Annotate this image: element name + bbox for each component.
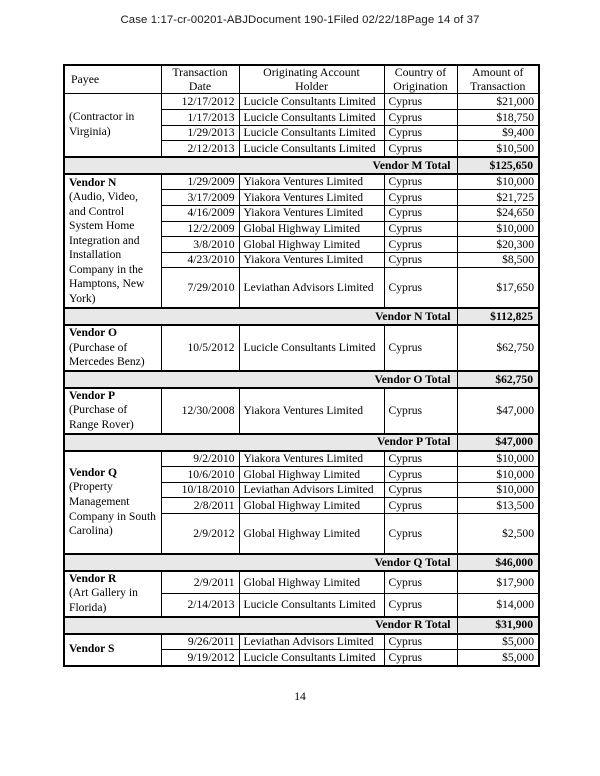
table-row: [64, 388, 539, 434]
amount-of-transaction-cell: $5,000: [457, 634, 539, 650]
vendor-total-amount: $46,000: [457, 554, 539, 571]
table-header: [64, 65, 539, 94]
country-of-origination-cell: Cyprus: [384, 109, 457, 125]
payee-cell: [64, 94, 161, 157]
originating-account-holder-cell: Global Highway Limited: [239, 467, 384, 483]
vendor-total-amount: $31,900: [457, 617, 539, 634]
originating-account-holder-cell: Yiakora Ventures Limited: [239, 205, 384, 221]
table-row: [64, 634, 539, 650]
court-filing-header: [0, 14, 600, 26]
amount-of-transaction-cell: $2,500: [457, 513, 539, 554]
payee-vendor-description: (Purchase of Mercedes Benz): [69, 340, 145, 369]
amount-of-transaction-cell: $13,500: [457, 498, 539, 514]
originating-account-holder-cell: Yiakora Ventures Limited: [239, 252, 384, 268]
transaction-date-cell: 2/9/2012: [161, 513, 239, 554]
country-of-origination-cell: Cyprus: [384, 467, 457, 483]
transaction-date-cell: 10/18/2010: [161, 482, 239, 498]
originating-account-holder-cell: Yiakora Ventures Limited: [239, 388, 384, 434]
vendor-total-row: [64, 617, 539, 634]
originating-account-holder-cell: Global Highway Limited: [239, 237, 384, 253]
transaction-date-cell: 12/2/2009: [161, 221, 239, 237]
transaction-date-cell: 9/2/2010: [161, 451, 239, 467]
vendor-total-label: Vendor Q Total: [64, 554, 457, 571]
amount-of-transaction-cell: $21,000: [457, 94, 539, 110]
payee-cell: [64, 174, 161, 309]
amount-of-transaction-cell: $10,000: [457, 451, 539, 467]
vendor-total-row: [64, 554, 539, 571]
transaction-date-cell: 7/29/2010: [161, 268, 239, 309]
vendor-total-label: Vendor O Total: [64, 371, 457, 388]
vendor-transactions-table: [63, 64, 540, 667]
originating-account-holder-cell: Global Highway Limited: [239, 571, 384, 594]
payee-cell: [64, 388, 161, 434]
transaction-date-cell: 1/29/2009: [161, 174, 239, 190]
payee-vendor-description: (Audio, Video, and Control System Home Integration and Installation Company in the Hamptons, New York): [69, 190, 145, 305]
table-row: [64, 94, 539, 110]
country-of-origination-cell: Cyprus: [384, 94, 457, 110]
amount-of-transaction-cell: $62,750: [457, 325, 539, 371]
transaction-date-cell: 2/14/2013: [161, 594, 239, 617]
document-number: Document 190-1: [248, 14, 334, 26]
originating-account-holder-cell: Lucicle Consultants Limited: [239, 141, 384, 157]
column-header-transaction-date: Transaction Date: [161, 65, 239, 94]
vendor-total-row: [64, 308, 539, 325]
amount-of-transaction-cell: $10,000: [457, 174, 539, 190]
amount-of-transaction-cell: $10,000: [457, 221, 539, 237]
payee-vendor-name: Vendor N: [69, 175, 117, 189]
vendor-total-label: Vendor M Total: [64, 157, 457, 174]
country-of-origination-cell: Cyprus: [384, 513, 457, 554]
table-row: [64, 571, 539, 594]
payee-vendor-description: (Purchase of Range Rover): [69, 403, 134, 432]
transactions-table-container: [63, 64, 538, 667]
originating-account-holder-cell: Lucicle Consultants Limited: [239, 94, 384, 110]
amount-of-transaction-cell: $18,750: [457, 109, 539, 125]
amount-of-transaction-cell: $47,000: [457, 388, 539, 434]
vendor-total-amount: $125,650: [457, 157, 539, 174]
vendor-total-amount: $47,000: [457, 434, 539, 451]
vendor-total-amount: $62,750: [457, 371, 539, 388]
country-of-origination-cell: Cyprus: [384, 205, 457, 221]
amount-of-transaction-cell: $9,400: [457, 125, 539, 141]
transaction-date-cell: 2/9/2011: [161, 571, 239, 594]
originating-account-holder-cell: Lucicle Consultants Limited: [239, 650, 384, 666]
amount-of-transaction-cell: $24,650: [457, 205, 539, 221]
country-of-origination-cell: Cyprus: [384, 498, 457, 514]
vendor-total-row: [64, 371, 539, 388]
originating-account-holder-cell: Yiakora Ventures Limited: [239, 190, 384, 206]
amount-of-transaction-cell: $17,650: [457, 268, 539, 309]
originating-account-holder-cell: Yiakora Ventures Limited: [239, 451, 384, 467]
amount-of-transaction-cell: $14,000: [457, 594, 539, 617]
country-of-origination-cell: Cyprus: [384, 451, 457, 467]
country-of-origination-cell: Cyprus: [384, 634, 457, 650]
column-header-payee: Payee: [64, 65, 161, 94]
country-of-origination-cell: Cyprus: [384, 252, 457, 268]
column-header-country-of-origination: Country of Origination: [384, 65, 457, 94]
page-footer-number: 14: [294, 690, 306, 703]
originating-account-holder-cell: Lucicle Consultants Limited: [239, 325, 384, 371]
country-of-origination-cell: Cyprus: [384, 482, 457, 498]
vendor-total-label: Vendor P Total: [64, 434, 457, 451]
transaction-date-cell: 1/29/2013: [161, 125, 239, 141]
transaction-date-cell: 1/17/2013: [161, 109, 239, 125]
originating-account-holder-cell: Lucicle Consultants Limited: [239, 125, 384, 141]
payee-vendor-description: (Art Gallery in Florida): [69, 586, 138, 615]
country-of-origination-cell: Cyprus: [384, 594, 457, 617]
transaction-date-cell: 4/23/2010: [161, 252, 239, 268]
amount-of-transaction-cell: $10,500: [457, 141, 539, 157]
country-of-origination-cell: Cyprus: [384, 325, 457, 371]
originating-account-holder-cell: Yiakora Ventures Limited: [239, 174, 384, 190]
transaction-date-cell: 3/17/2009: [161, 190, 239, 206]
table-body: [64, 94, 539, 666]
payee-cell: [64, 325, 161, 371]
payee-cell: [64, 571, 161, 617]
country-of-origination-cell: Cyprus: [384, 141, 457, 157]
amount-of-transaction-cell: $5,000: [457, 650, 539, 666]
transaction-date-cell: 9/26/2011: [161, 634, 239, 650]
transaction-date-cell: 3/8/2010: [161, 237, 239, 253]
payee-vendor-name: Vendor Q: [69, 465, 117, 479]
amount-of-transaction-cell: $10,000: [457, 482, 539, 498]
payee-cell: [64, 451, 161, 554]
transaction-date-cell: 10/6/2010: [161, 467, 239, 483]
amount-of-transaction-cell: $17,900: [457, 571, 539, 594]
page-of-pages: Page 14 of 37: [407, 14, 480, 26]
country-of-origination-cell: Cyprus: [384, 268, 457, 309]
payee-vendor-description: (Property Management Company in South Carolina): [69, 480, 156, 538]
country-of-origination-cell: Cyprus: [384, 174, 457, 190]
column-header-amount-of-transaction: Amount of Transaction: [457, 65, 539, 94]
vendor-total-row: [64, 157, 539, 174]
originating-account-holder-cell: Leviathan Advisors Limited: [239, 268, 384, 309]
payee-vendor-name: Vendor P: [69, 388, 116, 402]
vendor-total-amount: $112,825: [457, 308, 539, 325]
country-of-origination-cell: Cyprus: [384, 237, 457, 253]
table-row: [64, 451, 539, 467]
transaction-date-cell: 10/5/2012: [161, 325, 239, 371]
transaction-date-cell: 2/8/2011: [161, 498, 239, 514]
transaction-date-cell: 4/16/2009: [161, 205, 239, 221]
country-of-origination-cell: Cyprus: [384, 221, 457, 237]
amount-of-transaction-cell: $20,300: [457, 237, 539, 253]
amount-of-transaction-cell: $21,725: [457, 190, 539, 206]
country-of-origination-cell: Cyprus: [384, 190, 457, 206]
country-of-origination-cell: Cyprus: [384, 125, 457, 141]
originating-account-holder-cell: Global Highway Limited: [239, 513, 384, 554]
filed-date: Filed 02/22/18: [333, 14, 408, 26]
vendor-total-label: Vendor R Total: [64, 617, 457, 634]
payee-vendor-name: Vendor S: [69, 642, 115, 656]
table-row: [64, 325, 539, 371]
country-of-origination-cell: Cyprus: [384, 571, 457, 594]
transaction-date-cell: 2/12/2013: [161, 141, 239, 157]
country-of-origination-cell: Cyprus: [384, 650, 457, 666]
column-header-originating-account-holder: Originating Account Holder: [239, 65, 384, 94]
vendor-total-label: Vendor N Total: [64, 308, 457, 325]
transaction-date-cell: 12/30/2008: [161, 388, 239, 434]
table-row: [64, 174, 539, 190]
amount-of-transaction-cell: $10,000: [457, 467, 539, 483]
transaction-date-cell: 12/17/2012: [161, 94, 239, 110]
country-of-origination-cell: Cyprus: [384, 388, 457, 434]
originating-account-holder-cell: Leviathan Advisors Limited: [239, 634, 384, 650]
payee-cell: [64, 634, 161, 666]
case-number: Case 1:17-cr-00201-ABJ: [120, 14, 249, 26]
header-row: [64, 65, 539, 94]
originating-account-holder-cell: Global Highway Limited: [239, 221, 384, 237]
originating-account-holder-cell: Global Highway Limited: [239, 498, 384, 514]
transaction-date-cell: 9/19/2012: [161, 650, 239, 666]
originating-account-holder-cell: Lucicle Consultants Limited: [239, 109, 384, 125]
payee-vendor-description: (Contractor in Virginia): [69, 110, 135, 139]
originating-account-holder-cell: Leviathan Advisors Limited: [239, 482, 384, 498]
vendor-total-row: [64, 434, 539, 451]
amount-of-transaction-cell: $8,500: [457, 252, 539, 268]
payee-vendor-name: Vendor O: [69, 326, 117, 340]
payee-vendor-name: Vendor R: [69, 571, 117, 585]
originating-account-holder-cell: Lucicle Consultants Limited: [239, 594, 384, 617]
